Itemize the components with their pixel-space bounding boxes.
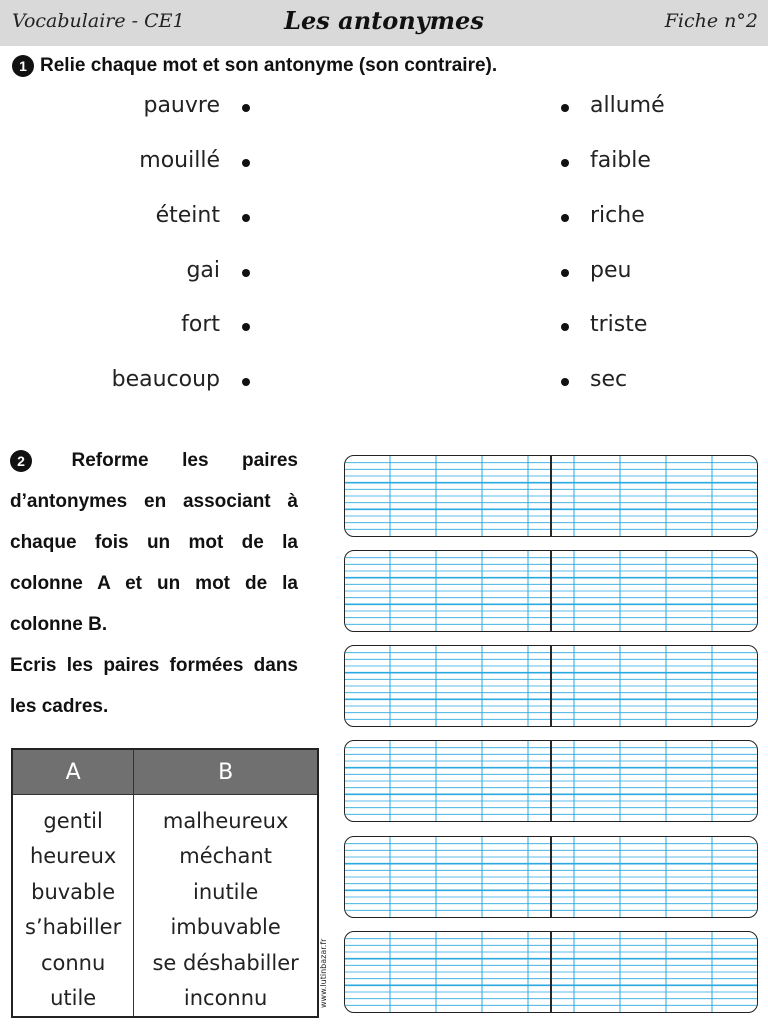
column-a-header: A (12, 749, 134, 795)
left-word: fort (181, 312, 220, 337)
exercise1-text: Relie chaque mot et son antonyme (son contraire). (40, 55, 498, 77)
left-dot[interactable] (242, 159, 250, 167)
handwriting-ruling (345, 741, 757, 821)
left-dot[interactable] (242, 214, 250, 222)
column-a-word: connu (12, 945, 134, 981)
right-word: sec (590, 367, 628, 392)
writing-frame[interactable] (344, 740, 758, 822)
column-b-word: inutile (134, 874, 318, 910)
right-dot[interactable] (561, 378, 569, 386)
left-dot[interactable] (242, 104, 250, 112)
exercise1-number: 1 (12, 55, 34, 77)
handwriting-ruling (345, 837, 757, 917)
right-word: allumé (590, 93, 665, 118)
word-table (11, 748, 319, 1018)
left-word: pauvre (143, 93, 220, 118)
column-b-word: inconnu (134, 981, 318, 1018)
right-dot[interactable] (561, 214, 569, 222)
column-a-word: buvable (12, 874, 134, 910)
right-word: triste (590, 312, 648, 337)
handwriting-ruling (345, 646, 757, 726)
handwriting-ruling (345, 456, 757, 536)
handwriting-ruling (345, 551, 757, 631)
page-title: Les antonymes (284, 6, 484, 35)
column-a-word: utile (12, 981, 134, 1018)
right-dot[interactable] (561, 159, 569, 167)
site-credit: www.lutinbazar.fr (319, 938, 328, 1008)
left-dot[interactable] (242, 378, 250, 386)
right-word: faible (590, 148, 651, 173)
column-a-word: gentil (12, 795, 134, 839)
right-word: riche (590, 203, 645, 228)
right-dot[interactable] (561, 269, 569, 277)
writing-frame[interactable] (344, 645, 758, 727)
column-a-word: heureux (12, 839, 134, 875)
page-header (0, 0, 768, 46)
column-b-header: B (134, 749, 318, 795)
column-b-word: imbuvable (134, 910, 318, 946)
writing-frame[interactable] (344, 836, 758, 918)
subject-label: Vocabulaire - CE1 (12, 10, 185, 32)
column-a-word: s’habiller (12, 910, 134, 946)
left-word: gai (186, 258, 220, 283)
right-word: peu (590, 258, 632, 283)
writing-frame[interactable] (344, 550, 758, 632)
handwriting-ruling (345, 932, 757, 1012)
writing-frame[interactable] (344, 931, 758, 1013)
right-dot[interactable] (561, 323, 569, 331)
exercise2-instruction (10, 440, 298, 727)
exercise2-number: 2 (10, 450, 32, 472)
exercise1-instruction (12, 55, 497, 77)
left-word: mouillé (139, 148, 220, 173)
column-b-word: méchant (134, 839, 318, 875)
exercise2-text: Reforme les paires d’antonymes en associant à chaque fois un mot de la colonne A et un mot de la colonne B. (10, 450, 298, 635)
left-word: beaucoup (111, 367, 220, 392)
column-b-word: se déshabiller (134, 945, 318, 981)
left-dot[interactable] (242, 269, 250, 277)
column-b-word: malheureux (134, 795, 318, 839)
right-dot[interactable] (561, 104, 569, 112)
left-dot[interactable] (242, 323, 250, 331)
sheet-number: Fiche n°2 (664, 10, 758, 32)
writing-frame[interactable] (344, 455, 758, 537)
left-word: éteint (155, 203, 220, 228)
exercise2-text-2: Ecris les paires formées dans les cadres. (10, 655, 298, 717)
